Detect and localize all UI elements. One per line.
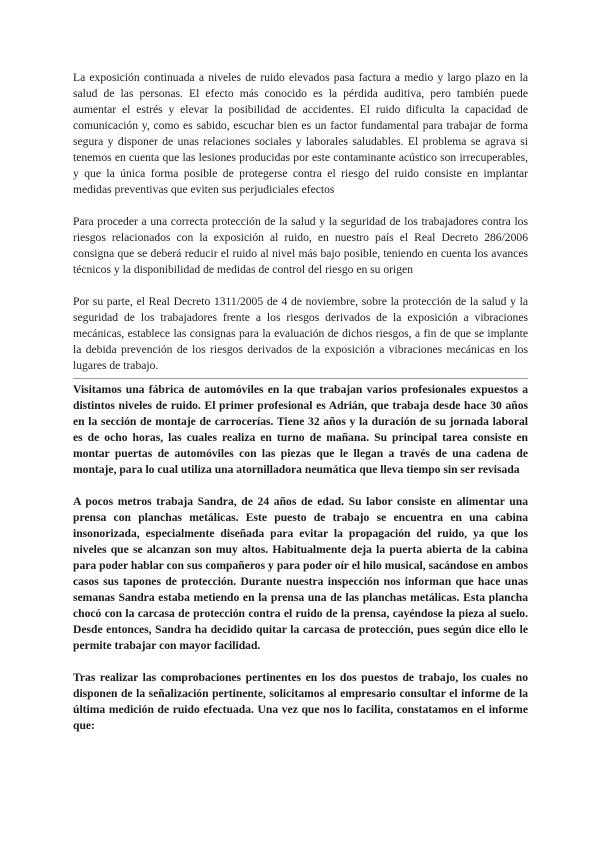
intro-paragraph-1: La exposición continuada a niveles de ruido elevados pasa factura a medio y largo plazo en la salud de las personas. El efecto más conocido es la pérdida auditiva, pero también puede aumentar el estrés y elevar la posibilidad de accidentes. El ruido dificulta la capacidad de comunicación y, como es sabido, escuchar bien es un factor fundamental para trabajar de forma segura y disponer de unas relaciones sociales y laborales saludables. El problema se agrava si tenemos en cuenta que las lesiones producidas por este contaminante acústico son irrecuperables, y que la única forma posible de protegerse contra el riesgo del ruido consiste en implantar medidas preventivas que eviten sus perjudiciales efectos: [73, 71, 528, 196]
case-study-section: [73, 382, 528, 734]
intro-paragraph-2: Para proceder a una correcta protección de la salud y la seguridad de los trabajadores contra los riesgos relacionados con la exposición al ruido, en nuestro país el Real Decreto 286/2006 consigna que se deberá reducir el ruido al nivel más bajo posible, teniendo en cuenta los avances técnicos y la disponibilidad de medidas de control del riesgo en su origen: [73, 215, 528, 276]
case-paragraph-1: Visitamos una fábrica de automóviles en la que trabajan varios profesionales expuestos a distintos niveles de ruido. El primer profesional es Adrián, que trabaja desde hace 30 años en la sección de montaje de carrocerías. Tiene 32 años y la duración de su jornada laboral es de ocho horas, las cuales realiza en turno de mañana. Su principal tarea consiste en montar puertas de automóviles con las piezas que le llegan a través de una cadena de montaje, para lo cual utiliza una atornilladora neumática que lleva tiempo sin ser revisada: [73, 383, 528, 476]
document-page: [73, 70, 528, 750]
intro-section: [73, 70, 528, 374]
case-paragraph-2: A pocos metros trabaja Sandra, de 24 años de edad. Su labor consiste en alimentar una prensa con planchas metálicas. Este puesto de trabajo se encuentra en una cabina insonorizada, especialmente diseñada para evitar la propagación del ruido, ya que los niveles que se alcanzan son muy altos. Habitualmente deja la puerta abierta de la cabina para poder hablar con sus compañeros y para poder oír el hilo musical, sacándose en ambos casos sus tapones de protección. Durante nuestra inspección nos informan que hace unas semanas Sandra estaba metiendo en la prensa una de las planchas metálicas. Esta plancha chocó con la carcasa de protección contra el ruido de la prensa, cayéndose la pieza al suelo. Desde entonces, Sandra ha decidido quitar la carcasa de protección, pues según dice ello le permite trabajar con mayor facilidad.: [73, 495, 528, 652]
intro-paragraph-3: Por su parte, el Real Decreto 1311/2005 de 4 de noviembre, sobre la protección de la salud y la seguridad de los trabajadores frente a los riesgos derivados de la exposición a vibraciones mecánicas, establece las consignas para la evaluación de dichos riesgos, a fin de que se implante la debida prevención de los riesgos derivados de la exposición a vibraciones mecánicas en los lugares de trabajo.: [73, 295, 528, 372]
section-divider: [73, 378, 528, 379]
case-paragraph-3: Tras realizar las comprobaciones pertinentes en los dos puestos de trabajo, los cuales no disponen de la señalización pertinente, solicitamos al empresario consultar el informe de la última medición de ruido efectuada. Una vez que nos lo facilita, constatamos en el informe que:: [73, 671, 528, 732]
